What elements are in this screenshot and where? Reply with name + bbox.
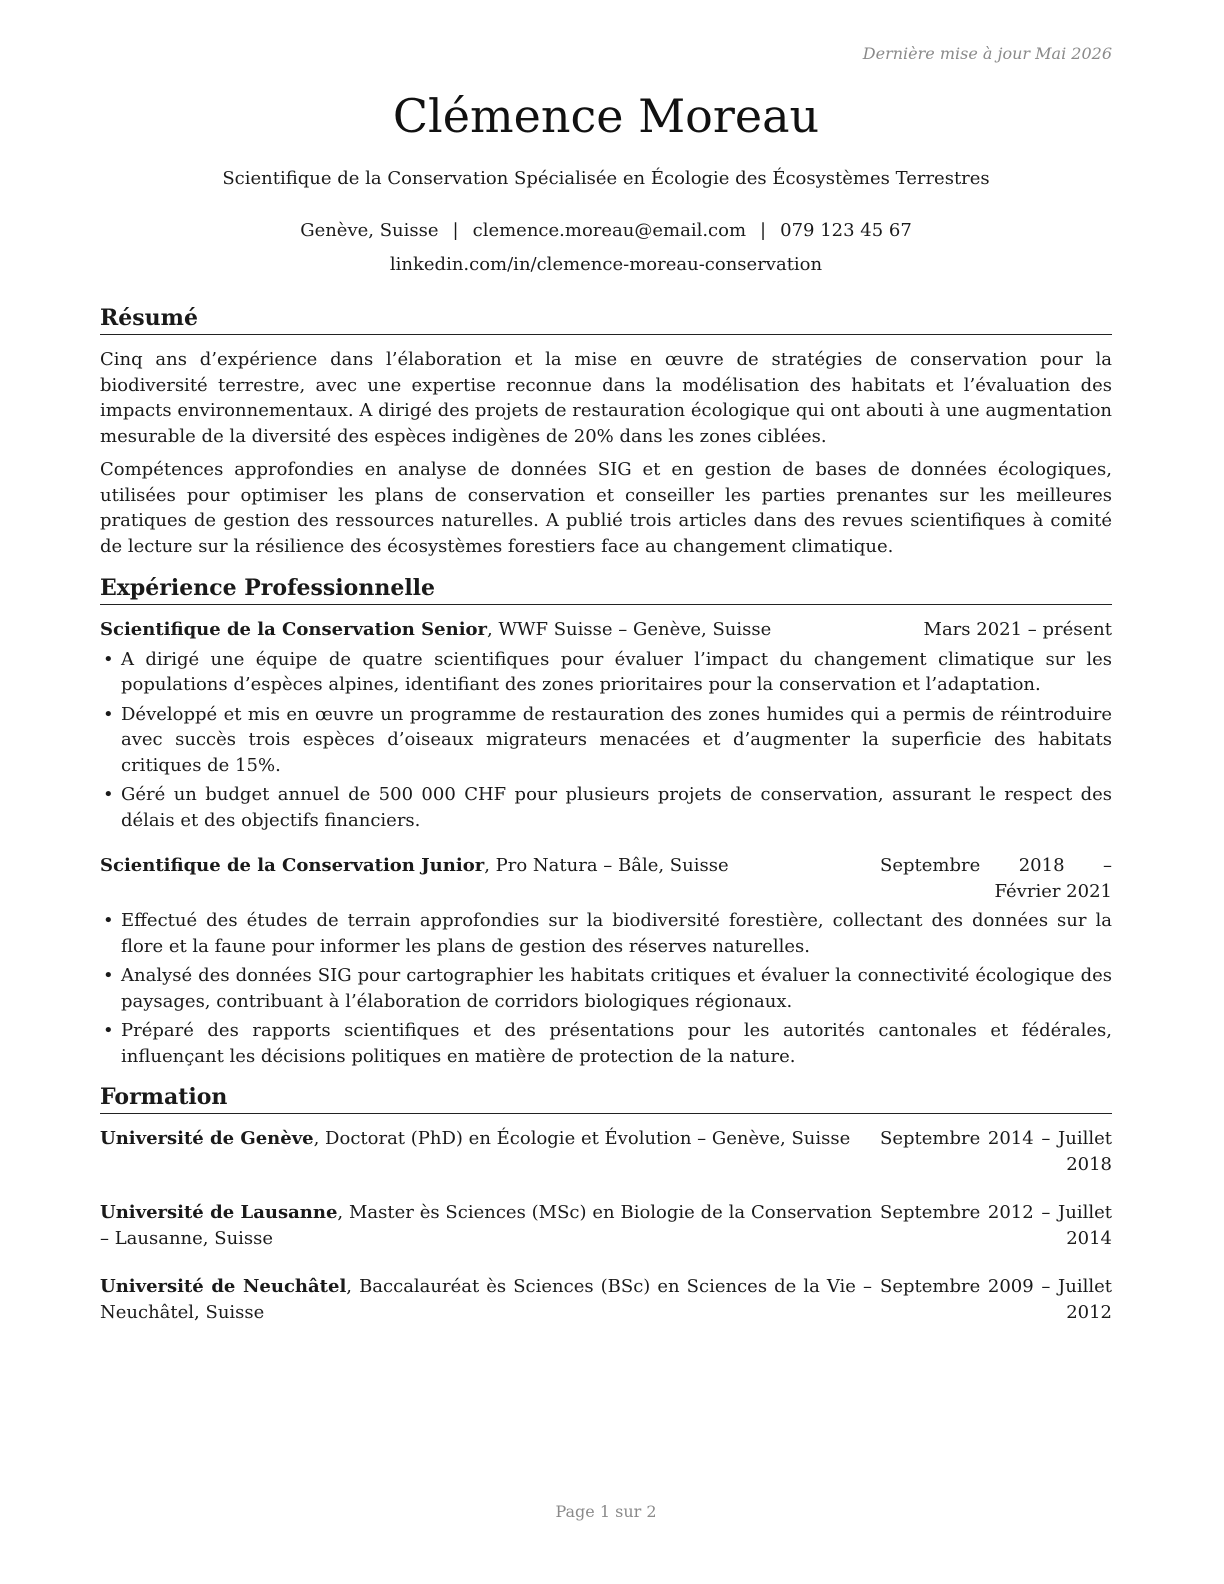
linkedin-link[interactable]: linkedin.com/in/clemence-moreau-conservation (389, 254, 823, 275)
location: Genève, Suisse (300, 220, 439, 241)
candidate-name: Clémence Moreau (392, 89, 820, 143)
last-updated: Dernière mise à jour Mai 2026 (862, 44, 1112, 63)
education-entry (100, 1200, 1112, 1251)
resume-page (100, 0, 1112, 1584)
separator: | (452, 220, 459, 241)
section-title-experience: Expérience Professionnelle (100, 574, 1112, 605)
job-role: Scientifique de la Conservation Junior (100, 855, 485, 876)
email-link[interactable]: clemence.moreau@email.com (472, 220, 747, 241)
job-dates: Mars 2021 – présent (923, 619, 1112, 640)
section-title-education: Formation (100, 1083, 1112, 1114)
experience-section (100, 574, 1112, 1069)
summary-paragraph: Cinq ans d’expérience dans l’élaboration et la mise en œuvre de stratégies de conservation pour la biodiversité terrestre, avec une expertise reconnue dans la modélisation des habitats et l’évaluation des impacts environnementaux. A dirigé des projets de restauration écologique qui ont abouti à une augmentation mesurable de la diversité des espèces indigènes de 20% dans les zones ciblées. (100, 349, 1112, 447)
education-dates: Septembre 2012 – Juillet 2014 (880, 1202, 1112, 1249)
education-dates: Septembre 2009 – Juillet 2012 (880, 1276, 1112, 1323)
degree-text: , Doctorat (PhD) en Écologie et Évolution – Genève, Suisse (313, 1128, 851, 1149)
job-title: Scientifique de la Conservation Spécialisée en Écologie des Écosystèmes Terrestres (222, 168, 990, 189)
summary-paragraph: Compétences approfondies en analyse de données SIG et en gestion de bases de données écologiques, utilisées pour optimiser les plans de conservation et conseiller les parties prenantes sur les meilleures pratiques de gestion des ressources naturelles. A publié trois articles dans des revues scientifiques à comité de lecture sur la résilience des écosystèmes forestiers face au changement climatique. (100, 459, 1112, 557)
school-name: Université de Genève (100, 1128, 314, 1149)
job-dates: Septembre 2018 – Février 2021 (880, 855, 1112, 902)
section-title-summary: Résumé (100, 304, 1112, 335)
job-role: Scientifique de la Conservation Senior (100, 619, 488, 640)
summary-section (100, 304, 1112, 559)
job-header (100, 617, 1112, 643)
education-entry (100, 1274, 1112, 1325)
list-item: • A dirigé une équipe de quatre scientifiques pour évaluer l’impact du changement climatique sur les populations d’espèces alpines, identifiant des zones prioritaires pour la conservation et l’adaptation. (100, 647, 1112, 698)
education-section (100, 1083, 1112, 1325)
contact-line (100, 220, 1112, 241)
education-entry (100, 1126, 1112, 1177)
job-org: , WWF Suisse – Genève, Suisse (487, 619, 772, 640)
job-org: , Pro Natura – Bâle, Suisse (484, 855, 729, 876)
separator: | (760, 220, 767, 241)
resume-body (100, 304, 1112, 1325)
job-header (100, 853, 1112, 904)
job-title-org (100, 853, 872, 904)
list-item: • Analysé des données SIG pour cartographier les habitats critiques et évaluer la connectivité écologique des paysages, contribuant à l’élaboration de corridors biologiques régionaux. (100, 963, 1112, 1014)
education-degree (100, 1274, 872, 1325)
list-item: • Développé et mis en œuvre un programme de restauration des zones humides qui a permis de réintroduire avec succès trois espèces d’oiseaux migrateurs menacées et d’augmenter la superficie des habitats critiques de 15%. (100, 702, 1112, 779)
degree-text: , Baccalauréat ès Sciences (BSc) en Sciences de la Vie – Neuchâtel, Suisse (100, 1276, 873, 1323)
list-item: • Effectué des études de terrain approfondies sur la biodiversité forestière, collectant des données sur la flore et la faune pour informer les plans de gestion des réserves naturelles. (100, 908, 1112, 959)
degree-text: , Master ès Sciences (MSc) en Biologie de la Conservation – Lausanne, Suisse (100, 1202, 873, 1249)
job-title-org (100, 617, 916, 643)
education-dates: Septembre 2014 – Juillet 2018 (880, 1128, 1112, 1175)
school-name: Université de Neuchâtel (100, 1276, 347, 1297)
phone: 079 123 45 67 (780, 220, 912, 241)
job-bullets (100, 908, 1112, 1069)
list-item: • Préparé des rapports scientifiques et des présentations pour les autorités cantonales et fédérales, influençant les décisions politiques en matière de protection de la nature. (100, 1018, 1112, 1069)
school-name: Université de Lausanne (100, 1202, 338, 1223)
list-item: • Géré un budget annuel de 500 000 CHF pour plusieurs projets de conservation, assurant le respect des délais et des objectifs financiers. (100, 782, 1112, 833)
job-bullets (100, 647, 1112, 834)
job-entry (100, 853, 1112, 1069)
education-degree (100, 1126, 872, 1177)
page-number: Page 1 sur 2 (555, 1502, 657, 1521)
education-degree (100, 1200, 872, 1251)
job-entry (100, 617, 1112, 833)
